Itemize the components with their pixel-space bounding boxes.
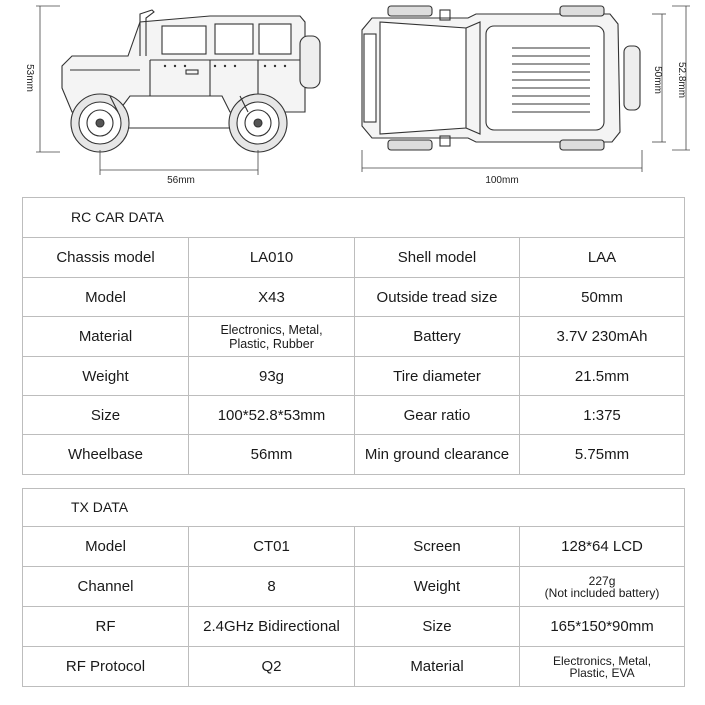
- table-row: [23, 317, 685, 357]
- spec-label: Model: [23, 527, 189, 567]
- side-height-label: 53mm: [24, 64, 35, 92]
- material-line-1: Electronics, Metal,: [553, 653, 652, 668]
- material-line-2: Plastic, Rubber: [229, 336, 314, 351]
- spec-value: 165*150*90mm: [520, 607, 685, 647]
- spec-value: 50mm: [520, 278, 685, 317]
- spec-label: Model: [23, 278, 189, 317]
- material-line-2: Plastic, EVA: [569, 665, 635, 680]
- spec-value: Q2: [189, 647, 355, 687]
- top-length-label: 100mm: [485, 175, 519, 186]
- rear-wheel: [229, 94, 287, 152]
- spec-label: Gear ratio: [355, 396, 520, 435]
- tx-data-title: TX DATA: [23, 489, 685, 527]
- spec-label: Tire diameter: [355, 357, 520, 396]
- spec-value: [189, 317, 355, 357]
- spec-value: 100*52.8*53mm: [189, 396, 355, 435]
- spec-label: RF: [23, 607, 189, 647]
- weight-note: (Not included battery): [544, 585, 660, 600]
- spec-label: Wheelbase: [23, 435, 189, 475]
- spec-value: 3.7V 230mAh: [520, 317, 685, 357]
- spec-value: [520, 647, 685, 687]
- spec-label: Screen: [355, 527, 520, 567]
- tx-data-table: [22, 488, 685, 687]
- side-view-drawing: [62, 10, 320, 152]
- front-wheel: [71, 94, 129, 152]
- spec-value: 128*64 LCD: [520, 527, 685, 567]
- table-row: [23, 527, 685, 567]
- spec-label: Material: [23, 317, 189, 357]
- spec-label: Shell model: [355, 238, 520, 278]
- spec-value: 21.5mm: [520, 357, 685, 396]
- spec-value: 56mm: [189, 435, 355, 475]
- spec-value: 1:375: [520, 396, 685, 435]
- spec-label: Min ground clearance: [355, 435, 520, 475]
- material-line-1: Electronics, Metal,: [220, 322, 323, 337]
- spec-label: Size: [355, 607, 520, 647]
- weight-value: 227g: [588, 573, 616, 588]
- table-title-row: [23, 198, 685, 238]
- vehicle-dimension-drawings: [0, 0, 705, 195]
- spec-label: RF Protocol: [23, 647, 189, 687]
- spec-label: Channel: [23, 567, 189, 607]
- spec-value: LA010: [189, 238, 355, 278]
- table-row: [23, 238, 685, 278]
- spec-label: Weight: [355, 567, 520, 607]
- table-row: [23, 435, 685, 475]
- spec-value: 8: [189, 567, 355, 607]
- top-view-drawing: [362, 6, 640, 150]
- spec-value: 5.75mm: [520, 435, 685, 475]
- table-row: [23, 278, 685, 317]
- top-width-label: 50mm: [652, 66, 663, 94]
- spec-label: Material: [355, 647, 520, 687]
- table-row: [23, 396, 685, 435]
- spec-value: LAA: [520, 238, 685, 278]
- table-row: [23, 647, 685, 687]
- table-row: [23, 357, 685, 396]
- spec-label: Battery: [355, 317, 520, 357]
- spec-value: CT01: [189, 527, 355, 567]
- spec-label: Chassis model: [23, 238, 189, 278]
- spec-value: 93g: [189, 357, 355, 396]
- spec-label: Size: [23, 396, 189, 435]
- spec-value: X43: [189, 278, 355, 317]
- table-title-row: [23, 489, 685, 527]
- rc-car-data-table: [22, 197, 685, 475]
- wheelbase-label: 56mm: [167, 175, 195, 186]
- spec-label: Outside tread size: [355, 278, 520, 317]
- spec-value: 2.4GHz Bidirectional: [189, 607, 355, 647]
- overall-width-label: 52.8mm: [676, 61, 687, 99]
- spec-value: [520, 567, 685, 607]
- rc-car-data-title: RC CAR DATA: [23, 198, 685, 238]
- spec-label: Weight: [23, 357, 189, 396]
- table-row: [23, 607, 685, 647]
- table-row: [23, 567, 685, 607]
